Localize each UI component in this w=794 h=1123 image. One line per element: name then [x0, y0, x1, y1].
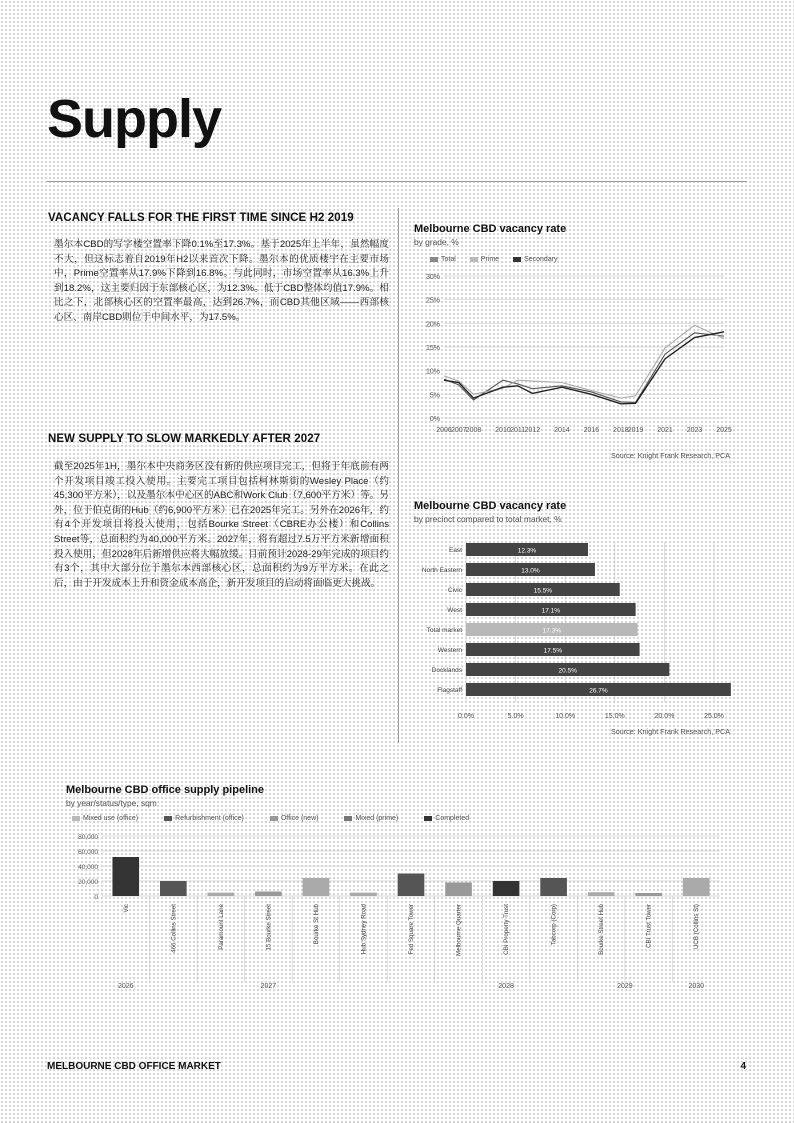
bar-category-label: Civic	[447, 587, 462, 594]
chart-title-vacancy-precinct: Melbourne CBD vacancy rate	[414, 500, 567, 512]
bar-category-label: Flagstaff	[437, 687, 462, 694]
chart-source-vacancy-precinct: Source: Knight Frank Research, PCA	[610, 727, 730, 736]
bar-category-label: Tabcorp (Corp)	[550, 904, 558, 946]
bar-category-label: East	[448, 547, 462, 554]
header-divider	[47, 181, 747, 182]
section-heading-vacancy: VACANCY FALLS FOR THE FIRST TIME SINCE H2 2019	[48, 212, 354, 224]
section-body-vacancy: 墨尔本CBD的写字楼空置率下降0.1%至17.3%。基于2025年上半年，虽然幅度不大，但这标志着自2019年H2以来首次下降。墨尔本的优质楼宇在主要市场中，Prime空置率从17.9%下降到16.8%。与此同时，市场空置率从16.3%上升到18.2%，这主要归因于东部核心区，为12.3%。低于CBD整体均值17.9%。相比之下，北部核心区的空置率最高，达到26.7%，而CBD其他区域——西部核心区、南岸CBD则位于中间水平，为17.5%。	[54, 239, 389, 323]
year-label: 2028	[498, 983, 514, 990]
footer-label: MELBOURNE CBD OFFICE MARKET	[47, 1061, 221, 1072]
legend-item-prime: Prime	[470, 256, 499, 263]
y-tick-label: 15%	[425, 345, 440, 352]
legend-item-completed: Completed	[424, 815, 469, 822]
x-tick-label: 2019	[627, 427, 644, 434]
year-label: 2030	[688, 983, 705, 990]
legend-item-total: Total	[430, 256, 456, 263]
supply-bar	[112, 857, 139, 896]
x-tick-label: 5.0%	[507, 713, 524, 720]
supply-bar	[303, 878, 330, 896]
bar-category-label: Hub Sydney Road	[360, 904, 368, 955]
bar-category-label: Docklands	[431, 667, 462, 674]
x-tick-label: 2007	[450, 427, 467, 434]
legend-vacancy-grade	[430, 256, 558, 263]
bar-category-label: North Eastern	[421, 567, 462, 574]
series-line-secondary	[444, 332, 724, 404]
x-tick-label: 2010	[495, 427, 511, 434]
supply-bar	[398, 874, 425, 897]
page-number: 4	[740, 1061, 746, 1072]
supply-bar	[635, 893, 662, 896]
supply-bar	[350, 893, 377, 896]
bar-value-label: 20.5%	[558, 667, 577, 675]
x-tick-label: 2021	[657, 427, 673, 434]
chart-subtitle-supply-pipeline: by year/status/type, sqm	[66, 798, 157, 808]
vacancy-grade-chart	[414, 268, 734, 440]
bar-category-label: 466 Collins Street	[170, 904, 178, 953]
chart-source-vacancy-grade: Source: Knight Frank Research, PCA	[610, 451, 730, 460]
bar-value-label: 26.7%	[589, 687, 608, 695]
year-label: 2026	[117, 983, 134, 990]
x-tick-label: 20.0%	[654, 713, 675, 720]
supply-bar	[445, 883, 472, 897]
bar-category-label: Total market	[426, 627, 462, 634]
chart-subtitle-vacancy-grade: by grade, %	[414, 237, 459, 247]
y-tick-label: 30%	[425, 274, 440, 281]
bar-category-label: Bourke St Hub	[312, 904, 320, 945]
y-tick-label: 5%	[429, 392, 440, 400]
supply-pipeline-chart	[60, 830, 730, 990]
y-tick-label: 0	[94, 894, 98, 901]
bar-value-label: 17.1%	[541, 607, 561, 615]
legend-item-mixed-prime: Mixed (prime)	[344, 815, 398, 822]
x-tick-label: 2014	[554, 427, 570, 434]
y-tick-label: 25%	[425, 297, 440, 305]
x-tick-label: 25.0%	[704, 713, 724, 720]
supply-bar	[493, 881, 520, 896]
bar-category-label: Paramount Lane	[217, 904, 225, 950]
legend-item-office-new: Office (new)	[270, 815, 319, 822]
x-tick-label: 2018	[613, 427, 629, 434]
bar-category-label: Melbourne Quarter	[455, 904, 463, 956]
supply-bar	[255, 892, 282, 897]
y-tick-label: 10%	[425, 368, 440, 376]
bar-category-label: CBI Trust Tower	[645, 904, 653, 948]
legend-item-refurbishment: Refurbishment (office)	[164, 815, 244, 822]
bar-category-label: Vic	[122, 904, 130, 913]
x-tick-label: 0.0%	[458, 713, 474, 720]
section-heading-supply: NEW SUPPLY TO SLOW MARKEDLY AFTER 2027	[48, 433, 321, 445]
bar-category-label: Western	[437, 647, 462, 654]
bar-category-label: Fed Square Tower	[408, 904, 415, 955]
year-label: 2029	[617, 983, 633, 990]
supply-bar	[208, 893, 235, 896]
year-label: 2027	[260, 983, 277, 990]
legend-supply-pipeline	[72, 815, 469, 822]
y-tick-label: 80,000	[78, 834, 98, 841]
y-tick-label: 0%	[429, 416, 440, 423]
bar-value-label: 12.3%	[517, 547, 537, 555]
x-tick-label: 2023	[686, 427, 703, 434]
bar-category-label: West	[447, 607, 462, 614]
bar-category-label: 15 Bourke Street	[265, 904, 273, 951]
series-line-prime	[444, 325, 724, 398]
y-tick-label: 20,000	[78, 879, 98, 886]
chart-title-vacancy-grade: Melbourne CBD vacancy rate	[414, 223, 567, 235]
bar-category-label: Bourke Street Hub	[598, 904, 606, 955]
supply-bar	[540, 878, 567, 896]
x-tick-label: 2025	[716, 427, 732, 434]
bar-value-label: 15.5%	[533, 587, 553, 595]
column-divider	[398, 208, 399, 743]
supply-bar	[683, 878, 710, 896]
x-tick-label: 2008	[465, 427, 482, 434]
supply-bar	[160, 881, 187, 896]
x-tick-label: 2012	[524, 427, 541, 434]
legend-item-mixed-use: Mixed use (office)	[72, 815, 138, 822]
x-tick-label: 2016	[583, 427, 600, 434]
y-tick-label: 20%	[425, 321, 440, 329]
bar-value-label: 17.3%	[542, 627, 562, 635]
x-tick-label: 2011	[510, 427, 526, 434]
section-body-supply: 截至2025年1H，墨尔本中央商务区没有新的供应项目完工，但将于年底前有两个开发项目竣工投入使用。主要完工项目包括柯林斯街的Wesley Place（约45,300平方米），以及墨尔本中心区的ABC和Work Club（7,600平方米）等。另外，位于伯克街的Hub（约6,900平方米）已在2025年完工。另外在2026年，约有4个开发项目将投入使用，包括Bourke Street（CBRE办公楼）和Collins Street等，总面积约为40,000平方米。2027年，将有超过7.5万平方米新增面积投入使用，但2028年后新增供应将大幅放缓。目前预计2028-29年完成的项目约有3个，其中大部分位于墨尔本西部核心区，总面积约为9万平方米。在此之后，由于开发成本上升和资金成本高企，新开发项目的启动将面临更大挑战。	[54, 461, 389, 589]
supply-bar	[588, 892, 615, 896]
bar-category-label: UCB (Collins St)	[693, 904, 701, 950]
bar-category-label: CBI Property Trust	[503, 904, 511, 955]
bar-value-label: 17.5%	[543, 647, 563, 655]
chart-subtitle-vacancy-precinct: by precinct compared to total market, %	[414, 514, 562, 524]
y-tick-label: 60,000	[78, 849, 98, 856]
page-title: Supply	[47, 89, 222, 149]
bar-value-label: 13.0%	[521, 567, 540, 575]
vacancy-precinct-chart	[414, 534, 734, 720]
y-tick-label: 40,000	[78, 864, 98, 871]
x-tick-label: 15.0%	[604, 713, 625, 720]
legend-item-secondary: Secondary	[513, 256, 557, 263]
x-tick-label: 10.0%	[555, 713, 576, 720]
x-tick-label: 2006	[436, 427, 452, 434]
chart-title-supply-pipeline: Melbourne CBD office supply pipeline	[66, 784, 265, 796]
